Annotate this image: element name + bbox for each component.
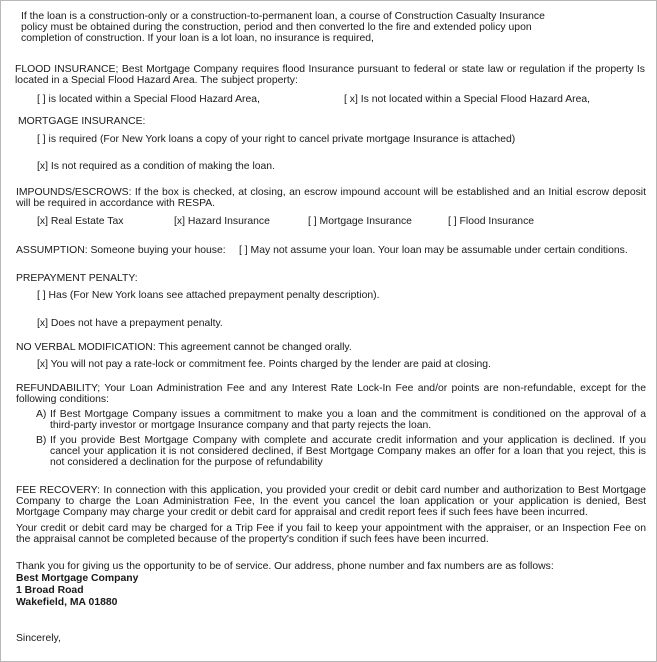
thank-you-line: Thank you for giving us the opportunity to be of service. Our address, phone number and fax numbers are as follows: xyxy=(16,561,554,572)
company-street: 1 Broad Road xyxy=(16,585,84,596)
assumption-option: [ ] May not assume your loan. Your loan may be assumable under certain conditions. xyxy=(239,245,628,256)
flood-insurance-paragraph: FLOOD INSURANCE; Best Mortgage Company requires flood Insurance pursuant to federal or state law or regulation if the property Is located in a Special Flood Hazard Area. The subject property: xyxy=(15,64,645,87)
prepayment-option-none: [x] Does not have a prepayment penalty. xyxy=(37,318,223,329)
verbal-modification-heading: NO VERBAL MODIFICATION: This agreement cannot be changed orally. xyxy=(16,342,352,353)
rate-lock-option: [x] You will not pay a rate-lock or commitment fee. Points charged by the lender are paid at closing. xyxy=(37,359,491,370)
refundability-condition-b: If you provide Best Mortgage Company with complete and accurate credit information and your application is declined. If you cancel your application it is not considered declined, if Best Mortgage Company makes an offer for a loan that you reject, this is not considered a declination for the purpose of refundability xyxy=(50,435,646,469)
mortgage-insurance-heading: MORTGAGE INSURANCE: xyxy=(18,116,146,127)
assumption-label: ASSUMPTION: Someone buying your house: xyxy=(16,245,226,256)
prepayment-heading: PREPAYMENT PENALTY: xyxy=(16,273,138,284)
mortgage-insurance-required: [ ] is required (For New York loans a copy of your right to cancel private mortgage Insurance is attached) xyxy=(37,134,516,145)
company-name: Best Mortgage Company xyxy=(16,573,139,584)
construction-line-1: If the loan is a construction-only or a construction-to-permanent loan, a course of Construction Casualty Insurance xyxy=(21,11,545,22)
signoff: Sincerely, xyxy=(16,633,61,644)
impound-option-real-estate-tax: [x] Real Estate Tax xyxy=(37,216,124,227)
impound-option-mortgage-insurance: [ ] Mortgage Insurance xyxy=(308,216,412,227)
flood-option-within: [ ] is located within a Special Flood Hazard Area, xyxy=(37,94,260,105)
fee-recovery-paragraph: FEE RECOVERY: In connection with this application, you provided your credit or debit card number and authorization to Best Mortgage Company to charge the Loan Administration Fee, In the event you cancel the loan application or your application is denied, Best Mortgage Company may charge your credit or debit card for appraisal and credit report fees if such fees have been incurred. xyxy=(16,485,646,519)
refundability-condition-a: If Best Mortgage Company issues a commitment to make you a loan and the commitment is conditioned on the approval of a third-party investor or mortgage Insurance company and that party rejects the loan. xyxy=(50,409,646,432)
refundability-marker-a: A) xyxy=(36,409,47,420)
mortgage-insurance-not-required: [x] Is not required as a condition of making the loan. xyxy=(37,161,275,172)
fee-recovery-trip-fee: Your credit or debit card may be charged for a Trip Fee if you fail to keep your appointment with the appraiser, or an Inspection Fee on the appraisal cannot be completed because of the property's condition if such fees have been incurred. xyxy=(16,523,646,546)
refundability-marker-b: B) xyxy=(36,435,47,446)
company-city: Wakefield, MA 01880 xyxy=(16,597,118,608)
impound-option-flood-insurance: [ ] Flood Insurance xyxy=(448,216,535,227)
construction-line-3: completion of construction. If your loan is a lot loan, no insurance is required, xyxy=(21,33,374,44)
refundability-paragraph: REFUNDABILITY; Your Loan Administration Fee and any Interest Rate Lock-In Fee and/or points are non-refundable, except for the following conditions: xyxy=(16,383,646,406)
flood-option-not-within: [ x] Is not located within a Special Flood Hazard Area, xyxy=(344,94,591,105)
prepayment-option-has: [ ] Has (For New York loans see attached prepayment penalty description). xyxy=(37,290,380,301)
construction-line-2: policy must be obtained during the construction, period and then converted lo the fire and extended policy upon xyxy=(21,22,532,33)
impound-option-hazard-insurance: [x] Hazard Insurance xyxy=(174,216,270,227)
impounds-paragraph: IMPOUNDS/ESCROWS: If the box is checked, at closing, an escrow impound account will be established and an Initial escrow deposit will be required in accordance with RESPA. xyxy=(16,187,646,210)
